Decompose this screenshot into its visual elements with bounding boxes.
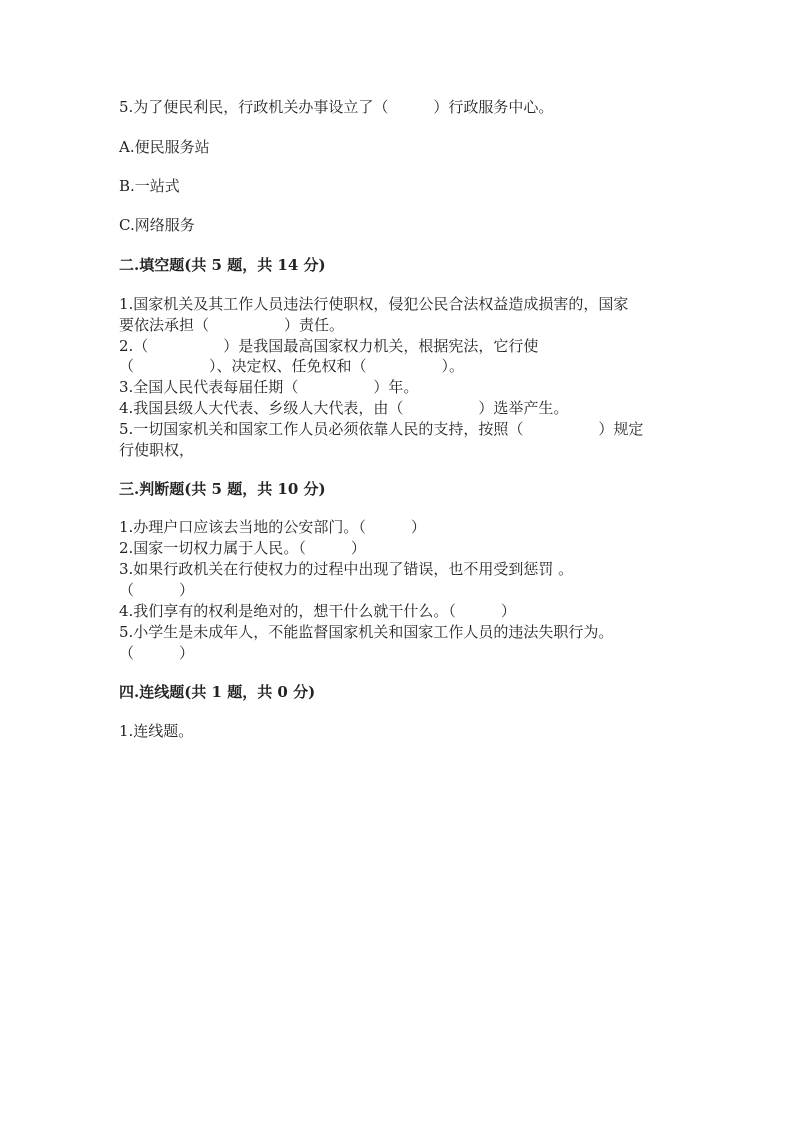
option-a: A.便民服务站 (119, 138, 210, 156)
judgement-line: 3.如果行政机关在行使权力的过程中出现了错误，也不用受到惩罚 。 (119, 560, 574, 578)
fill-blank-heading: 二.填空题(共 5 题，共 14 分) (119, 256, 326, 274)
judgement-line: （ ） (119, 581, 195, 599)
mc-question-stem: 5.为了便民利民，行政机关办事设立了（ ）行政服务中心。 (119, 98, 554, 116)
fill-blank-line: 要依法承担（ ）责任。 (119, 316, 345, 334)
fill-blank-line: 3.全国人民代表每届任期（ ）年。 (119, 378, 419, 396)
option-b: B.一站式 (119, 177, 180, 195)
fill-blank-line: （ ）、决定权、任免权和（ ）。 (119, 357, 465, 375)
matching-heading: 四.连线题(共 1 题，共 0 分) (119, 683, 316, 701)
matching-line: 1.连线题。 (119, 722, 194, 740)
fill-blank-line: 1.国家机关及其工作人员违法行使职权，侵犯公民合法权益造成损害的，国家 (119, 295, 629, 313)
fill-blank-line: 行使职权， (119, 441, 195, 459)
judgement-line: 5.小学生是未成年人，不能监督国家机关和国家工作人员的违法失职行为。 (119, 623, 614, 641)
judgement-line: （ ） (119, 644, 195, 662)
fill-blank-line: 2.（ ）是我国最高国家权力机关，根据宪法，它行使 (119, 337, 539, 355)
fill-blank-line: 5.一切国家机关和国家工作人员必须依靠人民的支持，按照（ ）规定 (119, 420, 644, 438)
judgement-line: 4.我们享有的权利是绝对的，想干什么就干什么。（ ） (119, 602, 516, 620)
judgement-heading: 三.判断题(共 5 题，共 10 分) (119, 480, 326, 498)
fill-blank-line: 4.我国县级人大代表、乡级人大代表，由（ ）选举产生。 (119, 399, 569, 417)
judgement-line: 2.国家一切权力属于人民。（ ） (119, 539, 366, 557)
judgement-line: 1.办理户口应该去当地的公安部门。（ ） (119, 518, 426, 536)
option-c: C.网络服务 (119, 216, 195, 234)
